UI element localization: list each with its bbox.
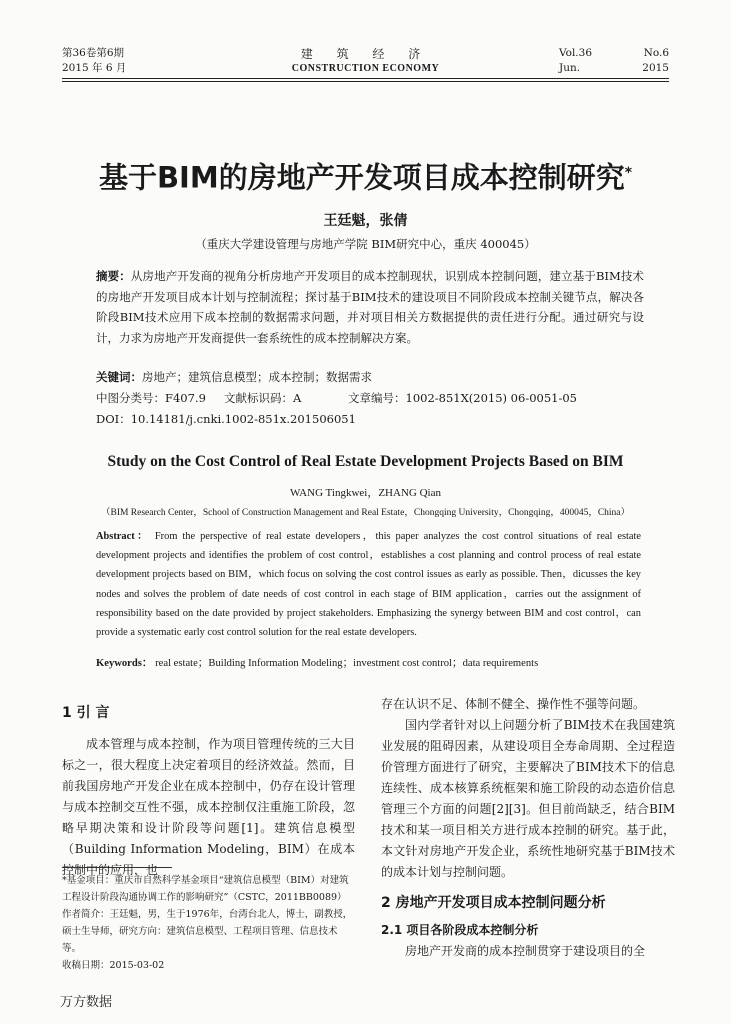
received-date: 收稿日期：2015-03-02 [62,960,165,971]
abstract-en-label: Abstract： [96,531,150,542]
abstract-en-text: From the perspective of real estate developers，this paper analyzes the cost control situations of real estate development projects and identifies the problem of cost control，establishes a cost planning and control process of real estate development projects based on BIM，which focus on solving the cost control issues as early as possible. Then，dicusses the key nodes and solves the problem of date needs of cost control in each stage of BIM application，carries out the assignment of responsibility based on the date provided by project stakeholders. Emphasizing the synergy between BIM and cost control，can provide a systematic early cost control solution for the real estate developers. [96,531,641,639]
paper-authors: 王廷魁，张倩 [323,213,408,229]
journal-name-cn: 建 筑 经 济 [300,47,431,61]
keywords-en-text: real estate；Building Information Modeling；investment cost control；data requirements [155,658,539,669]
keywords-cn-text: 房地产；建筑信息模型；成本控制；数据需求 [142,370,372,384]
fund-label: *基金项目： [62,875,115,886]
section2-heading: 2 房地产开发项目成本控制问题分析 [381,895,606,911]
left-column [62,703,355,881]
header-volume-en [559,46,669,76]
fund-text: 重庆市自然科学基金项目“建筑信息模型（BIM）对建筑工程设计阶段沟通协调工作的影响研究”（CSTC，2011BB0089） [62,875,349,903]
author-info-text: 王廷魁，男，生于1976年，台湾台北人，博士，副教授，硕士生导师，研究方向：建筑信息模型、工程项目管理、信息技术等。 [62,909,353,954]
paper-affiliation: （重庆大学建设管理与房地产学院 BIM研究中心，重庆 400045） [195,237,536,251]
author-info-label: 作者简介： [62,909,110,920]
english-authors: WANG Tingkwei，ZHANG Qian [290,487,441,499]
abstract-cn-label: 摘要： [96,269,131,283]
date-cn: 2015 年 6 月 [62,62,127,74]
header-rule-top [62,78,669,79]
right-column [381,694,675,962]
abstract-cn [96,266,644,348]
section2-1-para: 房地产开发商的成本控制贯穿于建设项目的全 [405,944,646,958]
section2-1-heading: 2.1 项目各阶段成本控制分析 [381,923,539,937]
section1-para1: 成本管理与成本控制，作为项目管理传统的三大目标之一，很大程度上决定着项目的经济效益。然而，目前我国房地产开发企业在成本控制中，仍存在设计管理与成本控制交互性不强，成本控制仅注重施工阶段，忽略早期决策和设计阶段等问题[1]。建筑信息模型（Building Information Modeling，BIM）在成本控制中的应用，也 [62,737,355,877]
section1-heading: 1 引 言 [62,705,110,721]
issue-en: No.6 [643,47,669,59]
section1-continuation: 存在认识不足、体制不健全、操作性不强等问题。 [381,697,646,711]
classification-line [96,388,644,409]
footnotes [62,872,355,974]
paper-title-text: 基于BIM的房地产开发项目成本控制研究 [98,160,625,195]
keywords-en-label: Keywords： [96,658,153,669]
english-title: Study on the Cost Control of Real Estate Development Projects Based on BIM [107,453,624,470]
header-rule-bottom [62,81,669,82]
keywords-cn-label: 关键词： [96,370,142,384]
volume-en: Vol.36 [559,47,592,59]
paper-title [0,153,731,198]
keywords-en [96,655,644,670]
section1-para2: 国内学者针对以上问题分析了BIM技术在我国建筑业发展的阻碍因素，从建设项目全寿命周期、全过程造价管理方面进行了研究，主要解决了BIM技术下的信息连续性、成本核算系统框架和施工阶段的动态造价信息管理三个方面的问题[2][3]。但目前尚缺乏，结合BIM技术和某一项目相关方进行成本控制的研究。基于此，本文针对房地产开发企业，系统性地研究基于BIM技术的成本计划与控制问题。 [381,718,675,879]
title-footnote-mark: * [624,165,633,181]
year-en: 2015 [642,62,669,74]
month-en: Jun. [559,62,581,74]
english-affiliation: （BIM Research Center，School of Construction Management and Real Estate，Chongqing University，Chongqing，400045，China） [100,508,631,518]
article-number: 文章编号：1002-851X(2015) 06-0051-05 [348,391,577,405]
journal-name-en: CONSTRUCTION ECONOMY [291,63,440,74]
clc-number: 中图分类号：F407.9 [96,391,206,405]
abstract-cn-text: 从房地产开发商的视角分析房地产开发项目的成本控制现状，识别成本控制问题，建立基于BIM技术的房地产开发项目成本计划与控制流程；探讨基于BIM技术的建设项目不同阶段成本控制关键节点，解决各阶段BIM技术应用下成本控制的数据需求问题，并对项目相关方数据提供的责任进行分配。通过研究与设计，力求为房地产开发商提供一套系统性的成本控制解决方案。 [96,269,645,345]
footnote-rule [62,867,172,868]
doi: DOI：10.14181/j.cnki.1002-851x.201506051 [96,412,356,426]
keywords-cn [96,367,644,388]
volume-issue-cn: 第36卷第6期 [62,47,125,59]
abstract-en [96,527,641,642]
watermark: 万方数据 [60,995,113,1010]
document-code: 文献标识码：A [224,391,302,405]
